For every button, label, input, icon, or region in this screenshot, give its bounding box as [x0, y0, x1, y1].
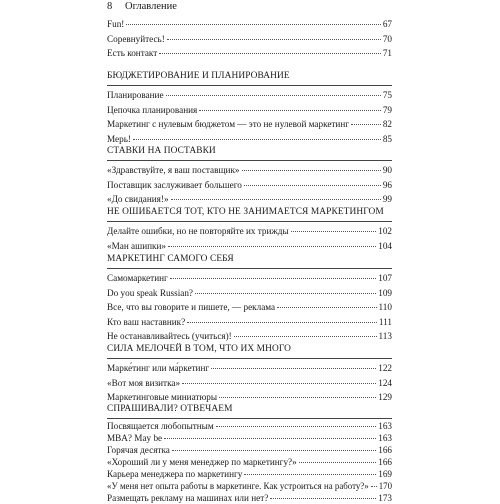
- section-rule: [107, 268, 392, 269]
- toc-entry-title: Цепочка планирования: [107, 104, 198, 115]
- toc-entry-title: «Вот моя визитка»: [107, 377, 181, 388]
- dot-leader: [133, 139, 381, 140]
- toc-entry-page: 102: [378, 226, 392, 236]
- toc-entry-page: 166: [378, 457, 392, 467]
- toc-entry-title: Маркетинг с нулевым бюджетом — это не нулевой маркетинг: [107, 119, 350, 130]
- toc-entry-title: Соревнуйтесь!: [107, 33, 165, 44]
- dot-leader: [244, 474, 376, 475]
- dot-leader: [216, 426, 377, 427]
- toc-entry-title: «Ман ашипки»: [107, 240, 167, 251]
- toc-entry-page: 110: [378, 302, 392, 313]
- toc-entry: [107, 432, 392, 444]
- section-rule: [107, 358, 392, 359]
- toc-entry-title: Кто ваш наставник?: [107, 316, 186, 327]
- toc-entry: [107, 468, 392, 480]
- section-rule: [107, 160, 392, 161]
- toc-entry-page: 169: [378, 469, 392, 479]
- toc-entry-page: 70: [382, 33, 392, 44]
- toc-entry: [107, 32, 392, 47]
- toc-section: [107, 344, 392, 405]
- toc-entry-title: Fun!: [107, 19, 125, 29]
- toc-entry: [107, 390, 392, 405]
- toc-entry-page: 67: [382, 19, 392, 29]
- dot-leader: [234, 336, 377, 337]
- toc-entry: [107, 271, 392, 286]
- toc-entry-title: MBA? May be: [107, 433, 163, 443]
- toc-entry-page: 90: [382, 165, 392, 175]
- toc-entry-title: Самомаркетинг: [107, 273, 168, 283]
- page-header-title: Оглавление: [125, 1, 177, 12]
- toc-entry: [107, 224, 392, 239]
- dot-leader: [291, 231, 377, 232]
- dot-leader: [242, 170, 381, 171]
- toc-entry-page: 99: [382, 194, 392, 205]
- dot-leader: [277, 307, 376, 308]
- toc-entry-page: 107: [378, 273, 392, 283]
- toc-section: [107, 71, 392, 146]
- toc-entry: [107, 444, 392, 456]
- toc-entry: [107, 286, 392, 301]
- dot-leader: [351, 124, 381, 125]
- dot-leader: [159, 53, 381, 54]
- toc-entry-page: 75: [382, 90, 392, 100]
- toc-section: [107, 146, 392, 207]
- section-heading: СИЛА МЕЛОЧЕЙ В ТОМ, ЧТО ИХ МНОГО: [107, 344, 291, 354]
- toc-entry-title: Не останавливайтесь (учиться)!: [107, 331, 232, 342]
- toc-entry-page: 111: [378, 316, 392, 327]
- dot-leader: [371, 486, 377, 487]
- dot-leader: [244, 185, 381, 186]
- toc-entry-title: Карьера менеджера по маркетингу: [107, 469, 243, 479]
- toc-entry-title: Марке́тинг или ма́ркетинг: [107, 363, 210, 373]
- toc-entry-title: Есть контакт: [107, 48, 158, 59]
- toc-entry-page: 79: [382, 104, 392, 115]
- dot-leader: [219, 397, 376, 398]
- dot-leader: [199, 110, 381, 111]
- section-heading: МАРКЕТИНГ САМОГО СЕБЯ: [107, 254, 234, 264]
- toc-entry-page: 166: [378, 445, 392, 455]
- toc-entry-title: Маркетинговые миниатюры: [107, 392, 218, 403]
- section-rule: [107, 85, 392, 86]
- toc-entry: [107, 456, 392, 468]
- dot-leader: [172, 450, 376, 451]
- toc-section: [107, 254, 392, 344]
- toc-entry-page: 109: [378, 287, 392, 298]
- page-header: [107, 1, 177, 12]
- section-heading: СТАВКИ НА ПОСТАВКИ: [107, 146, 216, 156]
- toc-entry-title: «Хороший ли у меня менеджер по маркетингу?»: [107, 457, 297, 467]
- dot-leader: [170, 278, 376, 279]
- toc-entry: [107, 103, 392, 118]
- toc-entry: [107, 329, 392, 344]
- toc-entry-title: Размещать рекламу на машинах или нет?: [107, 493, 269, 503]
- page-number: 8: [107, 1, 113, 12]
- toc-entry-title: Делайте ошибки, но не повторяйте их трижды: [107, 226, 289, 236]
- toc-entry: [107, 192, 392, 207]
- dot-leader: [270, 498, 376, 499]
- dot-leader: [187, 322, 377, 323]
- toc-entry-title: «Здравствуйте, я ваш поставщик»: [107, 165, 240, 175]
- toc-section: [107, 207, 392, 253]
- toc-entry: [107, 480, 392, 492]
- toc-entry-page: 124: [378, 377, 392, 388]
- toc-entry-title: Мерь!: [107, 133, 131, 144]
- toc-entry: [107, 88, 392, 103]
- toc-entry-title: Поставщик заслуживает большего: [107, 179, 242, 190]
- toc-entry-title: Горячая десятка: [107, 445, 170, 455]
- toc-entry-title: «До свидания!»: [107, 194, 169, 205]
- toc-entry: [107, 117, 392, 132]
- dot-leader: [167, 39, 381, 40]
- toc-entry-title: Посвящается любопытным: [107, 421, 214, 431]
- toc-entry-page: 104: [378, 240, 392, 251]
- toc-entry-page: 163: [378, 433, 392, 443]
- toc-entry-page: 129: [378, 392, 392, 403]
- toc-entry: [107, 163, 392, 178]
- section-rule: [107, 418, 392, 419]
- dot-leader: [195, 293, 376, 294]
- intro-entries: [107, 17, 392, 61]
- toc-entry: [107, 376, 392, 391]
- toc-entry-title: «У меня нет опыта работы в маркетинге. Как устроиться на работу?»: [107, 481, 369, 491]
- toc-entry: [107, 17, 392, 32]
- toc-entry: [107, 492, 392, 504]
- toc-entry: [107, 178, 392, 193]
- toc-entry: [107, 420, 392, 432]
- dot-leader: [171, 199, 381, 200]
- dot-leader: [166, 95, 381, 96]
- section-heading: БЮДЖЕТИРОВАНИЕ И ПЛАНИРОВАНИЕ: [107, 71, 290, 81]
- toc-entry: [107, 46, 392, 61]
- toc-entry-page: 82: [382, 119, 392, 130]
- toc-entry-page: 96: [382, 179, 392, 190]
- dot-leader: [126, 24, 380, 25]
- dot-leader: [211, 368, 376, 369]
- dot-leader: [168, 246, 376, 247]
- section-heading: НЕ ОШИБАЕТСЯ ТОТ, КТО НЕ ЗАНИМАЕТСЯ МАРКЕТИНГОМ: [107, 207, 384, 217]
- toc-entry-page: 85: [382, 133, 392, 144]
- toc-entry: [107, 239, 392, 254]
- toc-entry-title: Планирование: [107, 90, 164, 100]
- toc-entry: [107, 132, 392, 147]
- section-heading: СПРАШИВАЛИ? ОТВЕЧАЕМ: [107, 404, 233, 414]
- toc-entry-page: 173: [378, 493, 392, 503]
- toc-entry: [107, 300, 392, 315]
- toc-entry: [107, 361, 392, 376]
- dot-leader: [299, 462, 377, 463]
- toc-entry-title: Do you speak Russian?: [107, 287, 193, 298]
- toc-entry-title: Все, что вы говорите и пишете, — реклама: [107, 302, 276, 313]
- toc-entry-page: 71: [382, 48, 392, 59]
- toc-entry-page: 163: [378, 421, 392, 431]
- toc-entry-page: 122: [378, 363, 392, 373]
- dot-leader: [182, 383, 376, 384]
- toc-entry-page: 170: [378, 481, 392, 491]
- section-rule: [107, 221, 392, 222]
- toc-section: [107, 404, 392, 504]
- dot-leader: [164, 438, 376, 439]
- toc-entry-page: 113: [378, 331, 392, 342]
- toc-entry: [107, 315, 392, 330]
